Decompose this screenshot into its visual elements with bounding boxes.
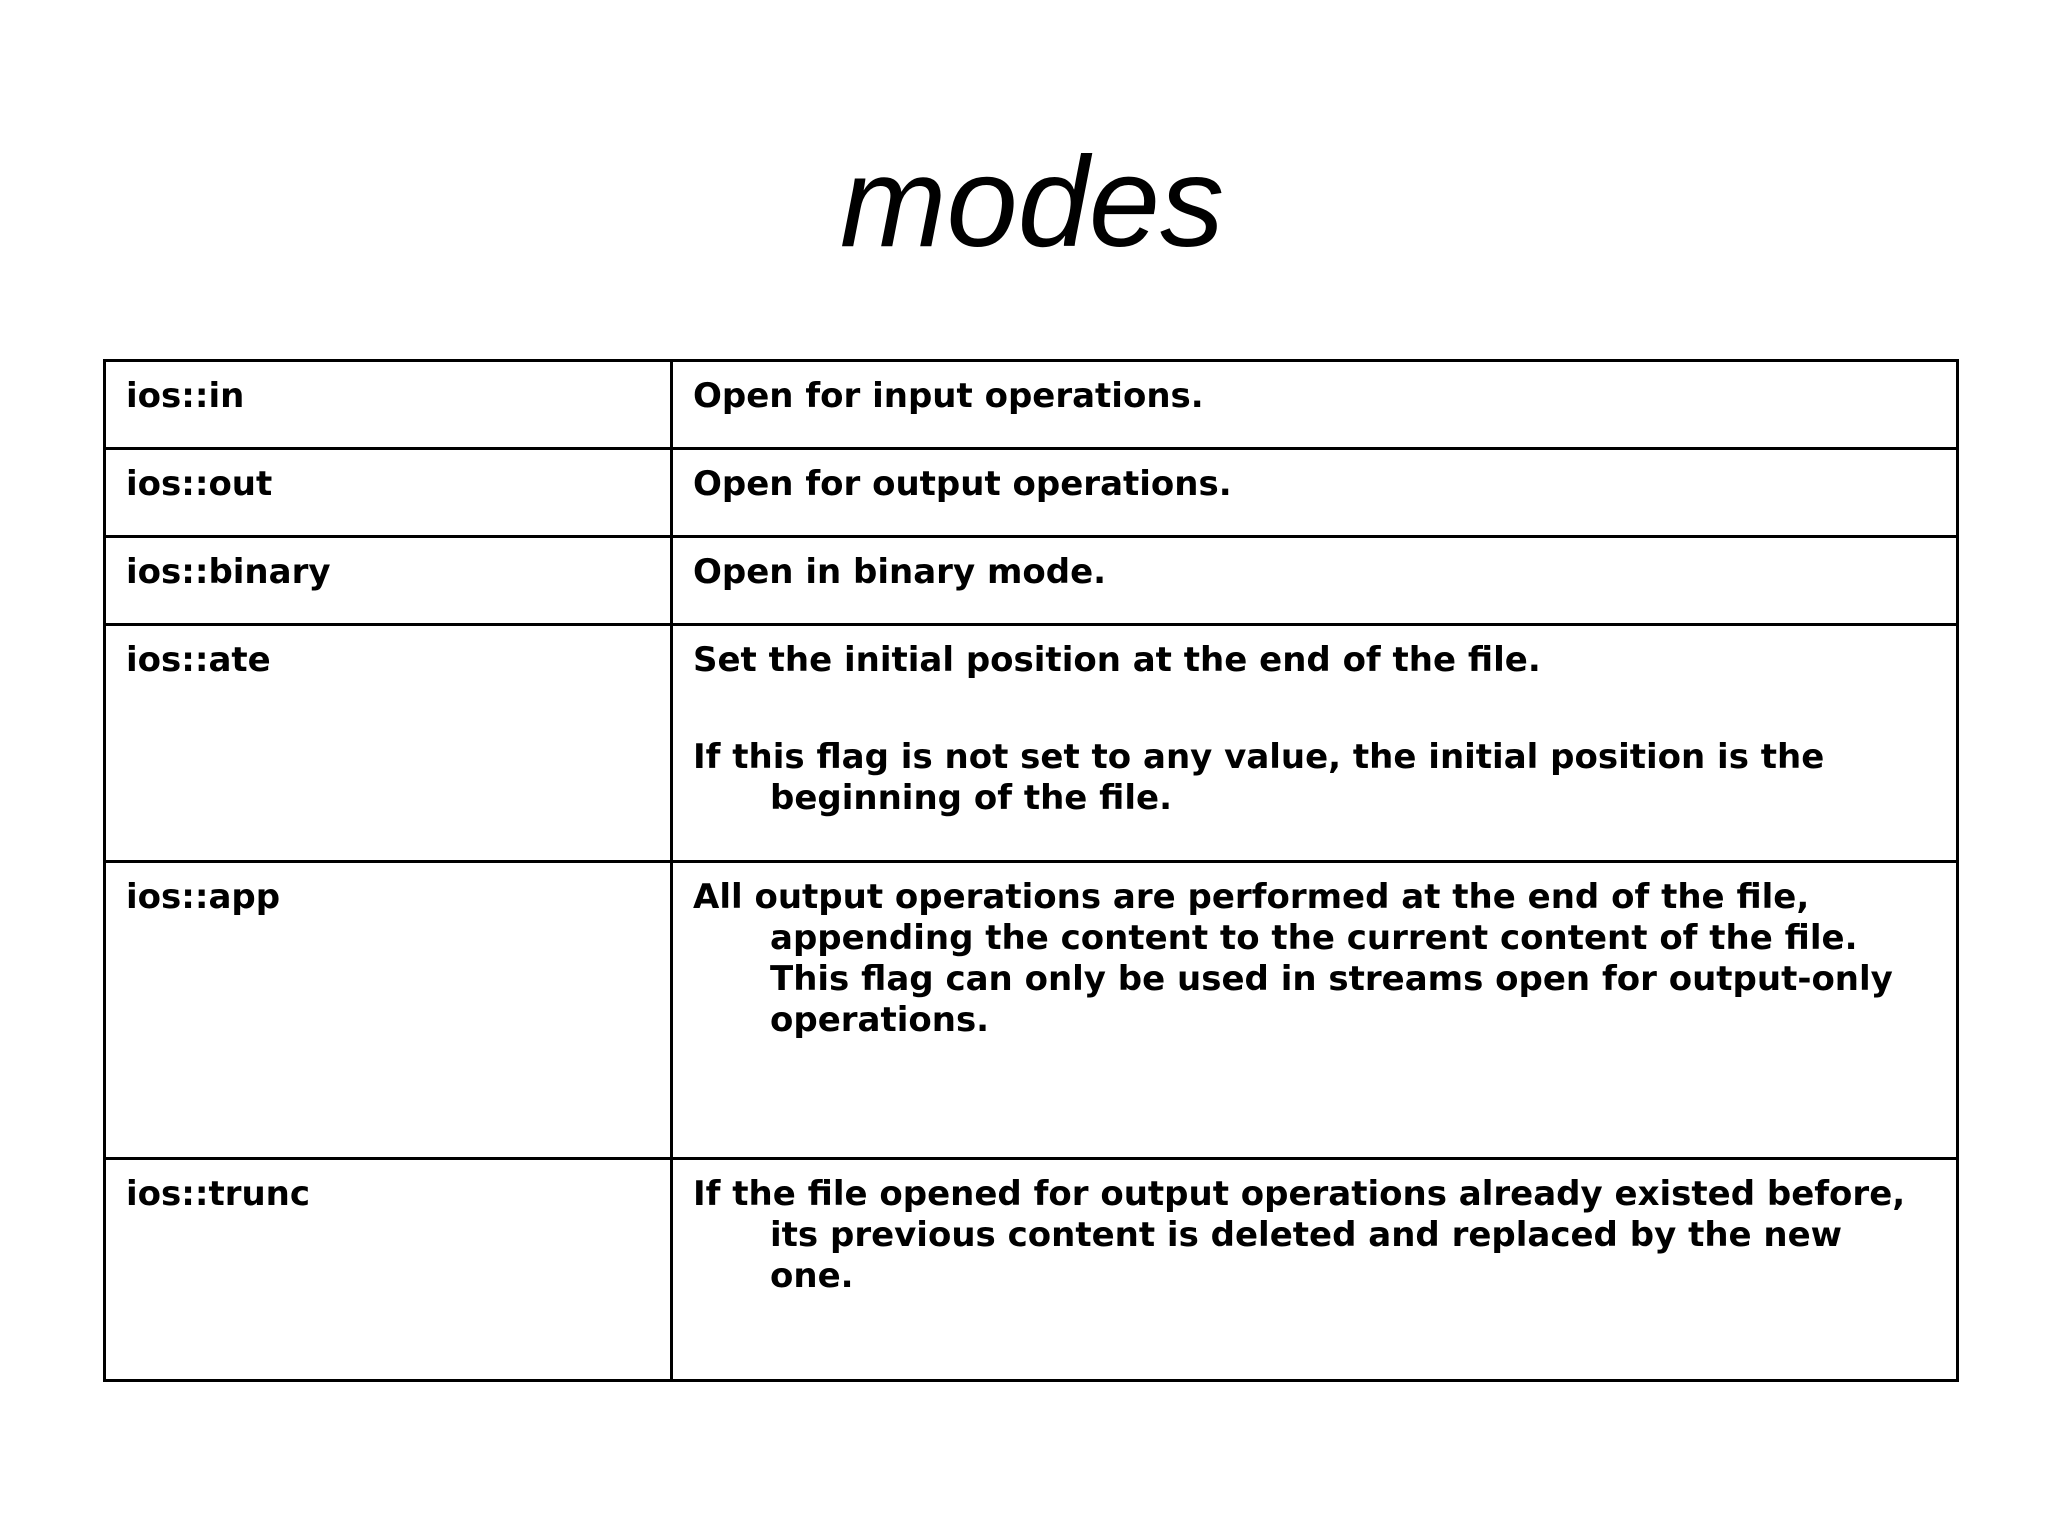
description-cell <box>672 361 1958 449</box>
table-row <box>105 862 1958 1159</box>
description-text: Open in binary mode. <box>693 552 1107 592</box>
mode-cell: ios::trunc <box>105 1159 672 1381</box>
description-cell <box>672 537 1958 625</box>
description-cell <box>672 625 1958 862</box>
table-row <box>105 449 1958 537</box>
description-cell <box>672 862 1958 1159</box>
description-text: Open for output operations. <box>693 464 1232 504</box>
table-row <box>105 537 1958 625</box>
mode-cell: ios::in <box>105 361 672 449</box>
description-cell <box>672 1159 1958 1381</box>
description-text: Open for input operations. <box>693 376 1204 416</box>
table-row <box>105 1159 1958 1381</box>
description-text: If the file opened for output operations already existed before, its previous content is deleted and replaced by the new one. <box>693 1174 1906 1296</box>
table-row <box>105 625 1958 862</box>
description-cell <box>672 449 1958 537</box>
mode-cell: ios::app <box>105 862 672 1159</box>
description-text: If this flag is not set to any value, the initial position is the beginning of the file. <box>693 737 1825 818</box>
mode-cell: ios::ate <box>105 625 672 862</box>
mode-cell: ios::out <box>105 449 672 537</box>
modes-table <box>103 359 1959 1382</box>
slide-title: modes <box>839 131 1225 274</box>
table-row <box>105 361 1958 449</box>
mode-cell: ios::binary <box>105 537 672 625</box>
description-text: Set the initial position at the end of the file. <box>693 640 1541 680</box>
description-text: All output operations are performed at the end of the file, appending the content to the current content of the file. This flag can only be used in streams open for output-only operations. <box>693 877 1893 1040</box>
